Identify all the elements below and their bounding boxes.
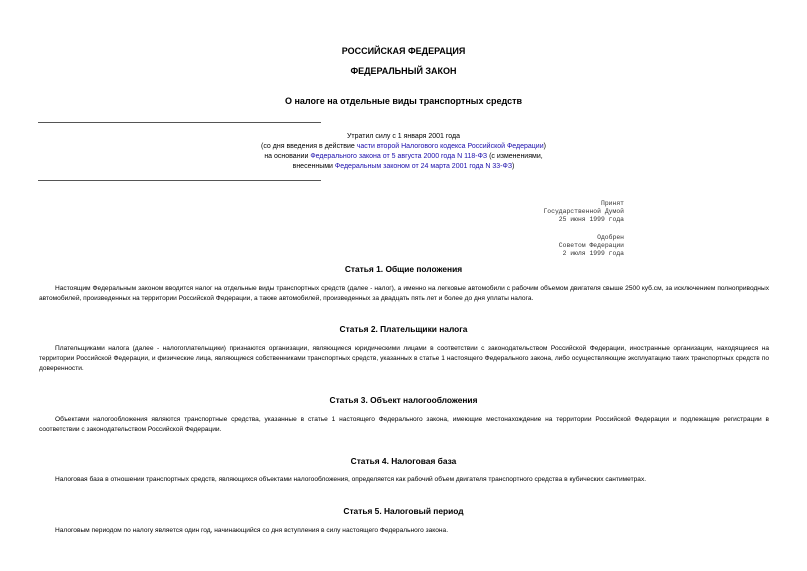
article-3-text: Объектами налогообложения являются транспортные средства, указанные в статье 1 настоящего Федерального закона, имеющие местонахождение на территории Российской Федерации и подлежащие регистрации в соответствии с законодательством Российской Федерации. <box>39 416 769 433</box>
adopted-by: Государственной Думой <box>543 208 624 215</box>
status-note-line4: внесенными Федеральным законом от 24 марта 2001 года N 33-ФЗ) <box>292 163 515 170</box>
tax-code-link[interactable]: части второй Налогового кодекса Российской Федерации <box>356 143 544 150</box>
article-5-text: Налоговым периодом по налогу является один год, начинающийся со дня вступления в силу настоящего Федерального закона. <box>55 527 449 534</box>
federal-law-118-link[interactable]: Федерального закона от 5 августа 2000 года N 118-ФЗ <box>310 153 488 160</box>
approved-by: Советом Федерации <box>558 242 624 249</box>
approved-date: 2 июля 1999 года <box>562 250 624 257</box>
article-3-title: Статья 3. Объект налогообложения <box>329 395 478 405</box>
divider-bottom <box>38 180 321 181</box>
divider-top <box>38 122 321 123</box>
adopted-label: Принят <box>600 200 624 207</box>
adoption-block <box>543 200 624 224</box>
article-5-title: Статья 5. Налоговый период <box>343 506 464 516</box>
article-4-text: Налоговая база в отношении транспортных средств, являющихся объектами налогообложения, определяется как рабочий объем двигателя транспортного средства в кубических сантиметрах. <box>55 476 647 483</box>
article-1-title: Статья 1. Общие положения <box>344 264 463 274</box>
status-note-line1: Утратил силу с 1 января 2001 года <box>346 133 461 140</box>
approval-block <box>559 234 624 258</box>
status-note-line2: (со дня введения в действие части второй Налогового кодекса Российской Федерации) <box>261 143 546 150</box>
law-type-heading: ФЕДЕРАЛЬНЫЙ ЗАКОН <box>350 66 457 76</box>
federal-law-33-link[interactable]: Федеральным законом от 24 марта 2001 года N 33-ФЗ <box>334 163 513 170</box>
article-4-title: Статья 4. Налоговая база <box>350 456 457 466</box>
country-heading: РОССИЙСКАЯ ФЕДЕРАЦИЯ <box>341 46 466 56</box>
article-2-text: Плательщиками налога (далее - налогоплательщики) признаются организации, являющиеся юридическими лицами в соответствии с законодательством Российской Федерации, иностранные организации, находящиеся на территории Российской Федерации, и физические лица, являющиеся собственниками транспортных средств, указанных в статье 1 настоящего Федерального закона, либо осуществляющие эксплуатацию таких транспортных средств по доверенности. <box>39 345 769 372</box>
article-2-title: Статья 2. Плательщики налога <box>339 324 468 334</box>
adopted-date: 25 июня 1999 года <box>558 216 624 223</box>
law-title: О налоге на отдельные виды транспортных средств <box>284 96 523 106</box>
approved-label: Одобрен <box>597 234 624 241</box>
status-note-line3: на основании Федерального закона от 5 августа 2000 года N 118-ФЗ (с изменениями, <box>264 153 543 160</box>
article-1-text: Настоящим Федеральным законом вводится налог на отдельные виды транспортных средств (далее - налог), а именно на легковые автомобили с рабочим объемом двигателя свыше 2500 куб.см, за исключением полноприводных автомобилей, произведенных на территории Российской Федерации, а также автомобилей, произведенных за двадцать пять лет и более до дня уплаты налога. <box>39 285 769 302</box>
